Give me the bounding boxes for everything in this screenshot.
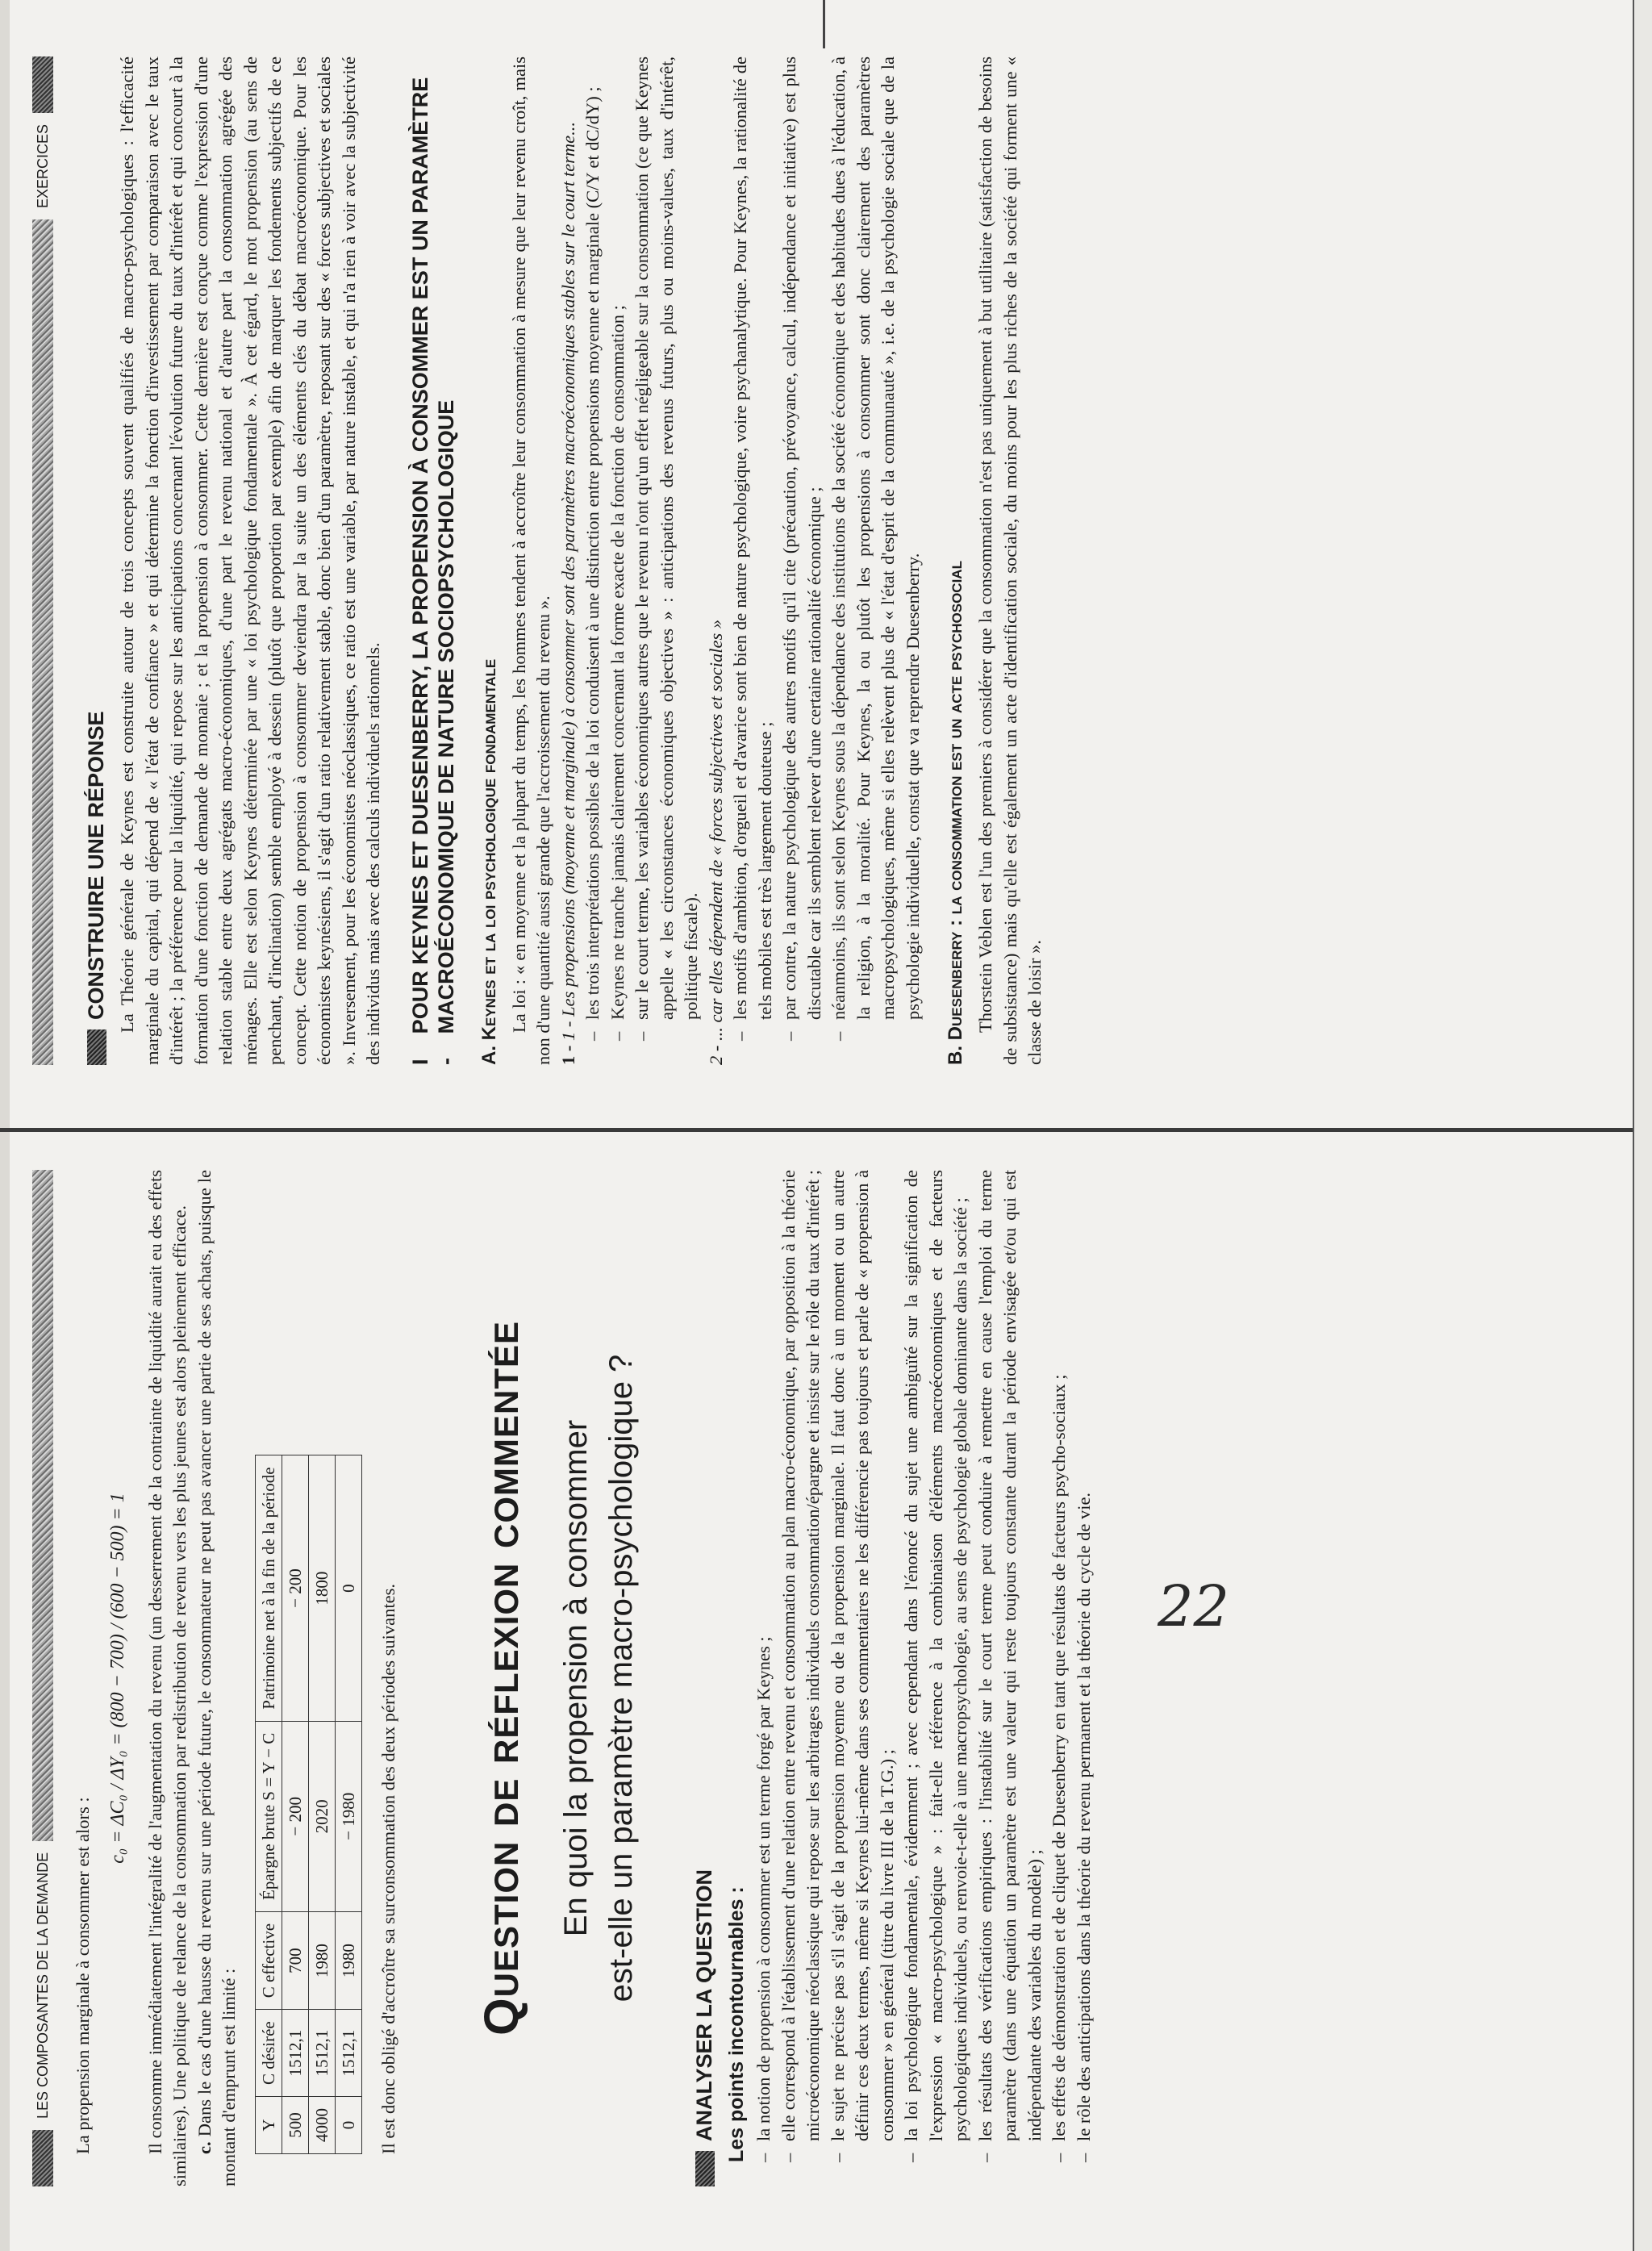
list-item: – elle correspond à l'établissement d'une relation entre revenu et consommation au plan macro-économique, par opposition à la théorie microéconomique néoclassique qui repose sur les arbitrages individuels consommation/épargne et insiste sur le rôle du taux d'intérêt ; (777, 1170, 826, 2162)
subpoint (704, 56, 729, 1065)
list-item: – sur le court terme, les variables économiques autres que le revenu n'ont qu'un effet négligeable sur la consommation (ce que Keynes appelle « les circonstances économiques objectives » : anticipations des revenus futurs, plus ou moins-values, taux d'intérêt, politique fiscale). (630, 56, 704, 1041)
table-cell: 1512,1 (308, 2010, 335, 2097)
list-item: – la notion de propension à consommer est un terme forgé par Keynes ; (752, 1170, 777, 2162)
header-rule (32, 219, 53, 1065)
table-cell: 500 (282, 2097, 308, 2154)
table-header: C désirée (255, 2010, 282, 2097)
list-item: – Keynes ne tranche jamais clairement concernant la forme exacte de la fonction de consommation ; (606, 56, 631, 1041)
question-line: est-elle un paramètre macro-psychologique ? (603, 1354, 639, 2003)
points-list (728, 56, 925, 1041)
section-marker-icon (87, 1029, 106, 1065)
subsection-heading: B. Duesenberry : la consommation est un acte psychosocial (945, 561, 966, 1065)
paragraph: Thorstein Veblen est l'un des premiers à considérer que la consommation n'est pas uniquement à but utilitaire (satisfaction de besoins de subsistance) mais qu'elle est également un acte d'identification sociale, du moins pour les plus riches de la société qui forment une « classe de loisir ». (975, 56, 1045, 1065)
running-head-right (15, 56, 71, 1065)
question-line: En quoi la propension à consommer (558, 1419, 594, 1937)
table-cell: 1980 (308, 1911, 335, 2009)
table-cell: 0 (335, 1455, 361, 1721)
table-cell: 1512,1 (282, 2010, 308, 2097)
list-item: – les trois interprétations possibles de la loi conduisent à une distinction entre propensions moyenne et marginale (C/Y et dC/dY) ; (581, 56, 606, 1041)
table-row (282, 1455, 308, 2154)
paragraph-c (193, 1170, 242, 2186)
section-heading (692, 1170, 717, 2186)
section-marker-icon (695, 2151, 715, 2186)
section-heading-text: CONSTRUIRE UNE RÉPONSE (84, 711, 108, 1020)
table-row (308, 1455, 335, 2154)
paragraph-text: Dans le cas d'une hausse du revenu sur une période future, le consommateur ne peut pas avancer une partie de ses achats, puisque le montant d'emprunt est limité : (194, 1169, 239, 2186)
paragraph: Il est donc obligé d'accroître sa surconsommation des deux périodes suivantes. (378, 1584, 398, 2154)
paragraph-label: c. (194, 2141, 215, 2154)
subpoint-text: 1 - Les propensions (moyenne et marginale) à consommer sont des paramètres macroéconomiques stables sur le court terme... (557, 122, 578, 1041)
list-item: – par contre, la nature psychologique des autres motifs qu'il cite (précaution, prévoyance, calcul, indépendance et initiative) est plus discutable car ils semblent relever d'une certaine rationalité économique ; (778, 56, 827, 1041)
table-header: Épargne brute S = Y − C (255, 1721, 282, 1911)
table-cell: − 200 (282, 1721, 308, 1911)
intro-text: La propension marginale à consommer est alors : (73, 1797, 93, 2154)
left-page (0, 1138, 1652, 2219)
part-title: POUR KEYNES ET DUESENBERRY, LA PROPENSION À CONSOMMER EST UN PARAMÈTRE MACROÉCONOMIQUE DE NATURE SOCIOPSYCHOLOGIQUE (407, 77, 458, 1034)
table-cell: − 200 (282, 1455, 308, 1721)
part-heading (407, 56, 459, 1065)
table-cell: 0 (335, 2097, 361, 2154)
handwritten-page-number: 22 (1158, 1573, 1230, 1639)
header-bar-icon (32, 2130, 53, 2186)
list-item: – le sujet ne précise pas s'il s'agit de la propension moyenne ou de la propension marginale. Il faut donc à un moment ou un autre définir ces deux termes, même si Keynes lui-même dans ses commentaires ne les différencie pas toujours et parle de « propension à consommer » en général (titre du livre III de la T.G.) ; (826, 1170, 900, 2162)
running-head-title: EXERCICES (35, 124, 51, 209)
table-cell: 4000 (308, 2097, 335, 2154)
list-item: – le rôle des anticipations dans la théorie du revenu permanent et la théorie du cycle de vie. (1072, 1170, 1097, 2162)
header-bar-icon (32, 56, 53, 113)
subsection-heading: Les points incontournables : (725, 1886, 748, 2162)
section-heading-text: ANALYSER LA QUESTION (692, 1869, 716, 2141)
question-text (553, 1170, 644, 2186)
paragraph: La Théorie générale de Keynes est construite autour de trois concepts souvent qualifiés de macro-psychologiques : l'efficacité marginale du capital, qui dépend de « l'état de confiance » et qui détermine la fonction d'investissement par comparaison avec le taux d'intérêt ; la préférence pour la liquidité, qui repose sur les anticipations concernant l'évolution future du taux d'intérêt et qui concourt à la formation d'une fonction de demande de monnaie ; et la propension à consommer. Cette dernière est conçue comme l'expression d'une relation stable entre deux agrégats macro-économiques, d'une part le revenu national et d'autre part la consommation agrégée des ménages. Elle est selon Keynes déterminée par une « loi psychologique fondamentale ». À cet égard, le mot propension (au sens de penchant, d'inclination) semble employé à dessein (plutôt que proportion par exemple) afin de marquer les fondements subjectifs de ce concept. Cette notion de propension à consommer deviendra par la suite un des éléments clés du débat macroéconomique. Pour les économistes keynésiens, il s'agit d'un ratio relativement stable, donc bien d'un paramètre, reposant sur des « forces subjectives et sociales ». Inversement, pour les économistes néoclassiques, ce ratio est une variable, par nature instable, et qui n'a rien à voir avec la subjectivité des individus mais avec des calculs individuels rationnels. (117, 56, 383, 1065)
points-list (752, 1170, 1096, 2162)
right-page (0, 8, 1652, 1105)
table-header: Patrimoine net à la fin de la période (255, 1455, 282, 1721)
table-cell: 1800 (308, 1455, 335, 1721)
points-list (581, 56, 704, 1041)
list-item: – néanmoins, ils sont selon Keynes sous la dépendance des institutions de la société économique et des habitudes dues à l'éducation, à la religion, à la moralité. Pour Keynes, la ou plutôt les propensions à consommer sont donc clairement des paramètres macropsychologiques, même si elles relèvent plus de « l'état d'esprit de la communauté », i.e. de la psychologie sociale que de la psychologie individuelle, constat que va reprendre Duesenberry. (827, 56, 925, 1041)
header-rule (32, 1170, 53, 1841)
question-title: Question de réflexion commentée (474, 1320, 528, 2036)
table-header: Y (255, 2097, 282, 2154)
table-cell: − 1980 (335, 1721, 361, 1911)
running-head-title: LES COMPOSANTES DE LA DEMANDE (35, 1852, 51, 2119)
table-cell: 1512,1 (335, 2010, 361, 2097)
list-item: – les effets de démonstration et de cliquet de Duesenberry en tant que résultats de facteurs psycho-sociaux ; (1047, 1170, 1072, 2162)
table-cell: 700 (282, 1911, 308, 2009)
subsection-heading: A. Keynes et la loi psychologique fondamentale (478, 658, 500, 1065)
table-cell: 2020 (308, 1721, 335, 1911)
formula: c₀ = ΔC₀ / ΔY₀ = (800 − 700) / (600 − 500) = 1 (106, 1493, 128, 1864)
part-number: I - (407, 1058, 458, 1065)
running-head-left (15, 1170, 71, 2186)
list-item: – la loi psychologique fondamentale, évidemment ; avec cependant dans l'énoncé du sujet une ambiguïté sur la signification de l'expression « macro-psychologique » : fait-elle référence à la combinaison d'éléments macroéconomiques et de facteurs psychologiques individuels, ou renvoie-t-elle à une macropsychologie, au sens de psychologie globale dominante dans la société ; (899, 1170, 974, 2162)
paragraph: Il consomme immédiatement l'intégralité de l'augmentation du revenu (un desserrement de la contrainte de liquidité aurait eu des effets similaires). Une politique de relance de la consommation par redistribution de revenu vers les plus jeunes est alors pleinement efficace. (144, 1170, 190, 2186)
list-item: – les résultats des vérifications empiriques : l'instabilité sur le court terme peut conduire à remettre en cause l'emploi du terme paramètre (dans une équation un paramètre est une valeur qui reste toujours constante durant la période envisagée et/ou qui est indépendante des variables du modèle) ; (974, 1170, 1048, 2162)
paragraph: La loi : « en moyenne et la plupart du temps, les hommes tendent à accroître leur consommation à mesure que leur revenu croît, mais non d'une quantité aussi grande que l'accroissement du revenu ». (508, 56, 553, 1065)
table-cell: 1980 (335, 1911, 361, 2009)
table-header: C effective (255, 1911, 282, 2009)
subpoint: 1 - 1 - Les propensions (moyenne et marginale) à consommer sont des paramètres macroéconomiques stables sur le court terme... (557, 122, 578, 1065)
table-header-row (255, 1455, 282, 2154)
table-row (335, 1455, 361, 2154)
savings-table (255, 1455, 362, 2154)
subpoint-text: 2 - ... car elles dépendent de « forces subjectives et sociales » (705, 619, 726, 1065)
list-item: – les motifs d'ambition, d'orgueil et d'avarice sont bien de nature psychologique, voire psychanalytique. Pour Keynes, la rationalité de tels mobiles est très largement douteuse ; (728, 56, 778, 1041)
section-heading (84, 56, 109, 1065)
